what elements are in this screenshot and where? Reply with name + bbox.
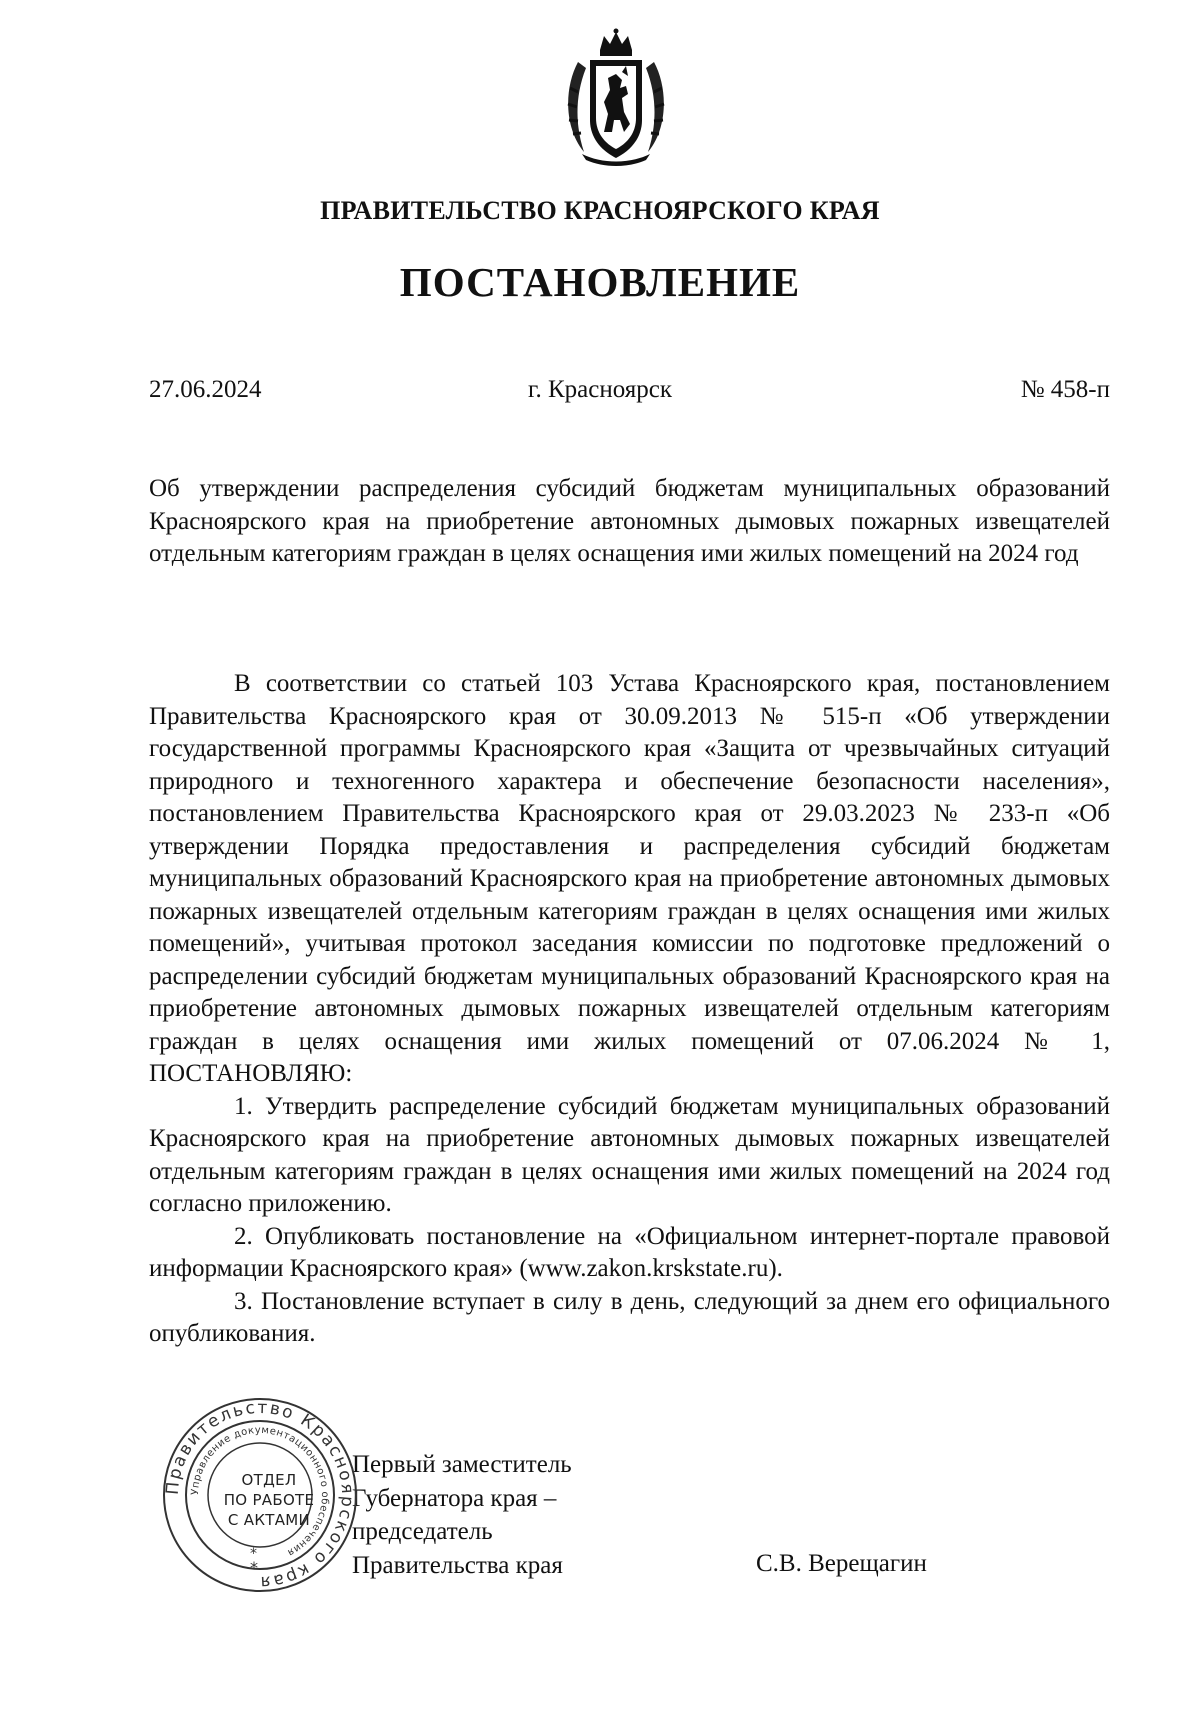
signatory-position	[352, 1448, 572, 1582]
stamp-center-text	[217, 1470, 321, 1530]
stamp-center-line: ПО РАБОТЕ	[223, 1491, 315, 1509]
stamp-outer-text: Правительство Красноярского края	[162, 1397, 358, 1593]
document-date: 27.06.2024	[149, 376, 262, 403]
government-title: ПРАВИТЕЛЬСТВО КРАСНОЯРСКОГО КРАЯ	[320, 196, 880, 225]
signatory-name: С.В. Верещагин	[756, 1550, 927, 1577]
stamp-star: *	[250, 1558, 258, 1577]
signatory-position-line: Первый заместитель	[352, 1451, 572, 1478]
document-type-title: ПОСТАНОВЛЕНИЕ	[399, 259, 801, 305]
signatory-position-line: Правительства края	[352, 1551, 563, 1579]
stamp-star: *	[250, 1546, 257, 1562]
stamp-inner-text: Управление документационного обеспечения	[189, 1424, 331, 1559]
document-number: № 458-п	[1020, 376, 1110, 403]
stamp-center-line: ОТДЕЛ	[241, 1471, 297, 1489]
body-preamble: В соответствии со статьей 103 Устава Красноярского края, постановлением Правительства Красноярского края от 30.09.2013 № 515-п «Об утверждении государственной программы Красноярского края «Защита от чрезвычайных ситуаций природного и техногенного характера и обеспечение безопасности населения», постановлением Правительства Красноярского края от 29.03.2023 № 233-п «Об утверждении Порядка предоставления и распределения субсидий бюджетам муниципальных образований Красноярского края на приобретение автономных дымовых пожарных извещателей отдельным категориям граждан в целях оснащения ими жилых помещений», учитывая протокол заседания комиссии по подготовке предложений о распределении субсидий бюджетам муниципальных образований Красноярского края на приобретение автономных дымовых пожарных извещателей отдельным категориям граждан в целях оснащения ими жилых помещений от 07.06.2024 № 1, ПОСТАНОВЛЯЮ:	[149, 670, 1110, 1087]
document-subject: Об утверждении распределения субсидий бюджетам муниципальных образований Красноярского края на приобретение автономных дымовых пожарных извещателей отдельным категориям граждан в целях оснащения ими жилых помещений на 2024 год	[149, 475, 1110, 567]
stamp-center-line: С АКТАМИ	[227, 1511, 311, 1529]
coat-of-arms-icon	[556, 28, 676, 166]
document-body	[149, 668, 1110, 1351]
body-item-1: 1. Утвердить распределение субсидий бюджетам муниципальных образований Красноярского края на приобретение автономных дымовых пожарных извещателей отдельным категориям граждан в целях оснащения ими жилых помещений на 2024 год согласно приложению.	[149, 1092, 1110, 1217]
body-item-3: 3. Постановление вступает в силу в день, следующий за днем его официального опубликования.	[149, 1287, 1110, 1347]
signatory-position-line: председатель	[352, 1518, 493, 1545]
body-item-2: 2. Опубликовать постановление на «Официальном интернет-портале правовой информации Красноярского края» (www.zakon.krskstate.ru).	[149, 1222, 1110, 1282]
document-city: г. Красноярск	[528, 376, 672, 403]
signatory-position-line: Губернатора края –	[352, 1484, 557, 1512]
